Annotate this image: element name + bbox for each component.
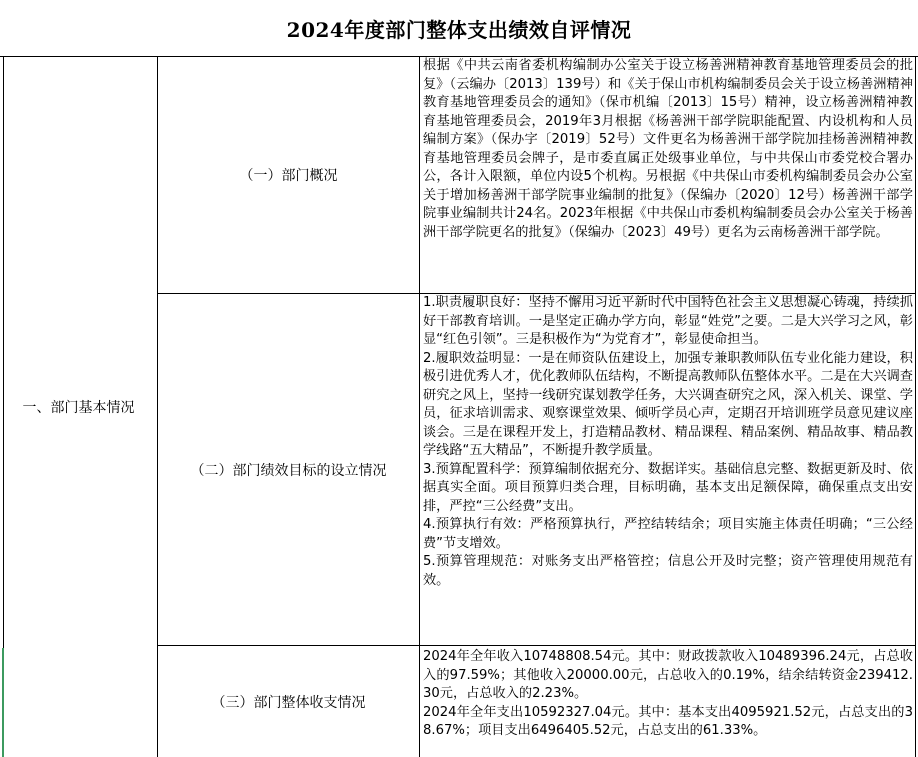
row-label-budget	[158, 646, 419, 757]
table-border	[915, 57, 916, 757]
row-label: （三）部门整体收支情况	[211, 694, 366, 711]
row-text-overview: 根据《中共云南省委机构编制办公室关于设立杨善洲精神教育基地管理委员会的批复》（云编办〔2013〕139号）和《关于保山市机构编制委员会关于设立杨善洲精神教育基地管理委员会的通知》（保市机编〔2013〕15号）精神，设立杨善洲精神教育基地管理委员会，2019年3月根据《杨善洲干部学院职能配置、内设机构和人员编制方案》（保办字〔2019〕52号）文件更名为杨善洲干部学院加挂杨善洲精神教育基地管理委员会牌子，是市委直属正处级事业单位，与中共保山市委党校合署办公，各计入限额，单位内设5个机构。另根据《中共保山市委机构编制委员会办公室关于增加杨善洲干部学院事业编制的批复》（保编办〔2020〕12号）杨善洲干部学院事业编制共计24名。2023年根据《中共保山市委机构编制委员会办公室关于杨善洲干部学院更名的批复》（保编办〔2023〕49号）更名为云南杨善洲干部学院。	[423, 58, 913, 240]
page-title: 2024年度部门整体支出绩效自评情况	[0, 0, 918, 57]
table-divider	[419, 57, 420, 757]
row-text-budget: 2024年全年收入10748808.54元。其中：财政拨款收入10489396.24元，占总收入的97.59%；其他收入20000.00元，占总收入的0.19%，结余结转资金239412.30元，占总收入的2.23%。 2024年全年支出10592327.04元。其中：基本支出4095921.52元，占总支出的38.67%；项目支出6496405.52元，占总支出的61.33%。	[423, 649, 913, 738]
row-label: （一）部门概况	[239, 168, 338, 184]
row-text-goals: 1.职责履职良好：坚持不懈用习近平新时代中国特色社会主义思想凝心铸魂，持续抓好干部教育培训。一是坚定正确办学方向，彰显“姓党”之要。二是大兴学习之风，彰显“红色引领”。三是积极作为“为党育才”，彰显使命担当。 2.履职效益明显：一是在师资队伍建设上，加强专兼职教师队伍专业化能力建设，积极引进优秀人才，优化教师队伍结构，不断提高教师队伍整体水平。二是在大兴调查研究之风上，坚持一线研究谋划教学任务，大兴调查研究之风，深入机关、课堂、学员，征求培训需求、观察课堂效果、倾听学员心声，定期召开培训班学员意见建议座谈会。三是在课程开发上，打造精品教材、精品课程、精品案例、精品故事、精品教学线路“五大精品”，不断提升教学质量。 3.预算配置科学：预算编制依据充分、数据详实。基础信息完整、数据更新及时、依据真实全面。项目预算归类合理，目标明确，基本支出足额保障，确保重点支出安排，严控“三公经费”支出。 4.预算执行有效：严格预算执行，严控结转结余；项目实施主体责任明确；“三公经费”节支增效。 5.预算管理规范：对账务支出严格管控；信息公开及时完整；资产管理使用规范有效。	[423, 295, 913, 588]
row-label-goals	[158, 294, 419, 645]
row-label-overview	[158, 57, 419, 293]
row-label: （二）部门绩效目标的设立情况	[190, 462, 387, 479]
section-label: 一、部门基本情况	[22, 400, 135, 416]
